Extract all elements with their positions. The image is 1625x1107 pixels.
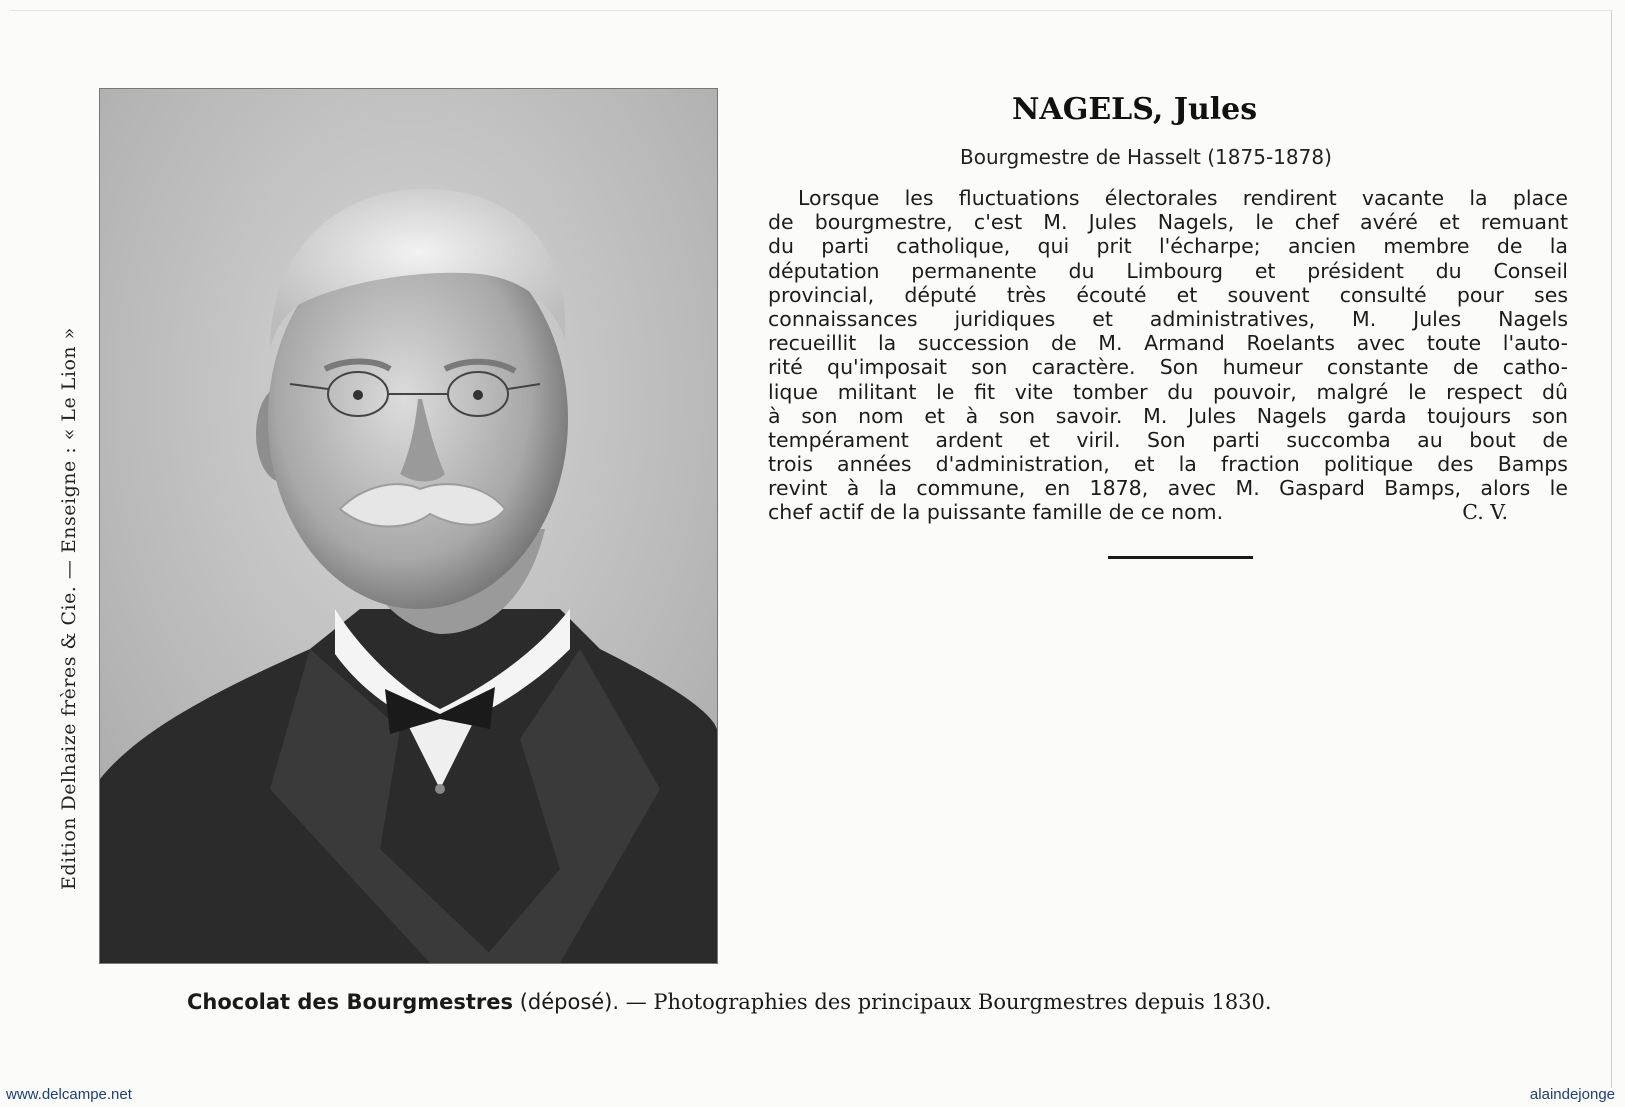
publisher-vertical-text: Edition Delhaize frères & Cie. — Enseigne : « Le Lion » (58, 327, 80, 890)
biography-line: lique militant le fit vite tomber du pouvoir, malgré le respect dû (768, 379, 1568, 404)
watermark-right: alaindejonge (1529, 1086, 1615, 1103)
biography-line: du parti catholique, qui prit l'écharpe; ancien membre de la (768, 234, 1568, 259)
person-name-title: NAGELS, Jules (1012, 92, 1258, 127)
footer-brand: Chocolat des Bourgmestres (187, 990, 514, 1014)
biography-line: recueillit la succession de M. Armand Roelants avec toute l'auto- (768, 331, 1568, 356)
biography-line: revint à la commune, en 1878, avec M. Gaspard Bamps, alors le (768, 476, 1568, 501)
footer-series-text: — Photographies des principaux Bourgmestres depuis 1830. (625, 990, 1272, 1014)
footer-caption (187, 990, 1487, 1014)
section-divider (1108, 556, 1253, 559)
biography-line: tempérament ardent et viril. Son parti succomba au bout de (768, 427, 1568, 452)
author-initials: C. V. (1462, 500, 1508, 525)
biography-line: rité qu'imposait son caractère. Son humeur constante de catho- (768, 355, 1568, 380)
portrait-illustration (100, 89, 717, 963)
biography-text (768, 186, 1568, 525)
biography-line: trois années d'administration, et la fraction politique des Bamps (768, 452, 1568, 477)
biography-line: provincial, député très écouté et souvent consulté pour ses (768, 282, 1568, 307)
biography-line: députation permanente du Limbourg et président du Conseil (768, 258, 1568, 283)
biography-line: chef actif de la puissante famille de ce nom. (768, 500, 1224, 525)
biography-line: connaissances juridiques et administratives, M. Jules Nagels (768, 306, 1568, 331)
portrait-photo (99, 88, 718, 964)
role-subtitle: Bourgmestre de Hasselt (1875-1878) (960, 145, 1332, 169)
biography-line: à son nom et à son savoir. M. Jules Nagels garda toujours son (768, 403, 1568, 428)
biography-last-line (768, 500, 1568, 524)
biography-line: de bourgmestre, c'est M. Jules Nagels, le chef avéré et remuant (768, 210, 1568, 235)
watermark-left: www.delcampe.net (6, 1086, 132, 1103)
footer-deposit: (déposé). (519, 990, 620, 1014)
biography-line: Lorsque les fluctuations électorales rendirent vacante la place (798, 186, 1568, 210)
